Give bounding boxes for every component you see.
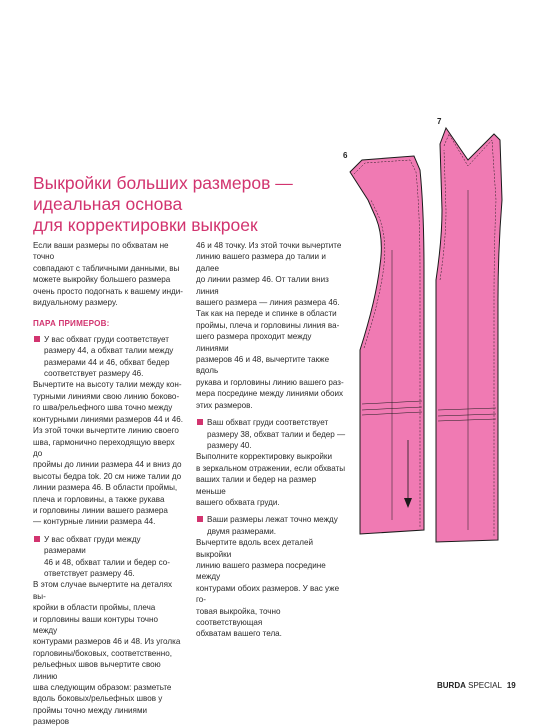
text-line: товая выкройка, точно соответствующая (196, 606, 281, 627)
article-headline (33, 173, 323, 236)
text-line: соответствует размеру 46. (44, 369, 144, 379)
text-line: Из этой точки вычертите линию своего (33, 426, 179, 436)
text-line: линию вашего размера до талии и далее (196, 252, 326, 273)
page-number: 19 (506, 681, 516, 690)
bullet-item (33, 534, 183, 580)
text-line: очень просто подогнать к вашему инди- (33, 286, 183, 296)
text-line: горловины/боковых, соответственно, (33, 648, 172, 658)
pattern-piece-6 (350, 156, 424, 534)
text-line: размеру 38, обхват талии и бедер — (207, 429, 346, 439)
text-line: размерами 44 и 46, обхват бедер (44, 357, 170, 367)
text-line: рукава и горловины линию вашего раз- (196, 377, 344, 387)
text-line: двумя размерами. (207, 526, 277, 536)
bullet-square-icon (197, 419, 203, 425)
text-line: можете выкройку большего размера (33, 275, 171, 285)
bullet-square-icon (34, 336, 40, 342)
text-line: вашего обхвата груди. (196, 497, 280, 507)
text-line: Вычертите вдоль всех деталей выкройки (196, 538, 313, 559)
text-line: размеров 46 и 48, вычертите также вдоль (196, 355, 330, 376)
body-paragraph (33, 579, 183, 727)
text-line: В этом случае вычертите на деталях вы- (33, 580, 173, 601)
text-line: ответствует размеру 46. (44, 568, 135, 578)
pattern-piece-7 (436, 128, 502, 542)
bullet-item (33, 334, 183, 380)
text-line: в зеркальном отражении, если обхваты (196, 463, 346, 473)
text-line: совпадают с табличными данными, вы (33, 263, 180, 273)
text-line: го шва/рельефного шва точно между (33, 403, 173, 413)
figure-label-7: 7 (437, 117, 442, 126)
text-line: Ваш обхват груди соответствует (207, 418, 329, 428)
text-line: кройки в области проймы, плеча (33, 603, 156, 613)
text-line: линии размера 46. В области проймы, (33, 483, 178, 493)
text-line: вашего размера — линия размера 46. (196, 298, 340, 308)
text-line: У вас обхват груди между размерами (44, 534, 141, 556)
text-line: 46 и 48, обхват талии и бедер со- (44, 557, 171, 567)
intro-paragraph (33, 240, 183, 308)
headline-line-2: идеальная основа (33, 194, 183, 214)
bullet-square-icon (197, 516, 203, 522)
text-line: контурами обоих размеров. У вас уже го- (196, 583, 340, 605)
text-line: размеру 40. (207, 440, 252, 450)
text-line: Ваши размеры лежат точно между (207, 515, 338, 525)
text-line: контурными линиями размеров 44 и 46. (33, 414, 183, 424)
magazine-edition: SPECIAL (468, 681, 502, 690)
headline-line-1: Выкройки больших размеров — (33, 173, 293, 193)
text-line: видуальному размеру. (33, 298, 118, 308)
text-line: шва следующим образом: разметьте (33, 683, 172, 693)
text-line: рельефных швов вычертите свою линию (33, 660, 161, 681)
text-line: размеру 44, а обхват талии между (44, 346, 174, 356)
text-line: линию вашего размера посредине между (196, 560, 326, 582)
text-line: высоты бедра tok. 20 см ниже талии до (33, 471, 182, 481)
text-line: Так как на переде и спинке в области (196, 309, 337, 319)
text-line: плеча и горловины, а также рукава (33, 494, 165, 504)
section-subheading: ПАРА ПРИМЕРОВ: (33, 319, 110, 329)
text-line: проймы точно между линиями размеров (33, 705, 148, 727)
text-line: Вычертите на высоту талии между кон- (33, 380, 182, 390)
text-line: и горловины ваши контуры точно между (33, 614, 158, 635)
text-line: 46 и 48 точку. Из этой точки вычертите (196, 241, 342, 250)
text-column-1 (33, 240, 183, 728)
text-line: контурами размеров 46 и 48. Из уголка (33, 637, 181, 647)
text-line: турными линиями свою линию боково- (33, 391, 180, 401)
text-line: У вас обхват груди соответствует (44, 334, 169, 344)
text-line: шего размера проходит между линиями (196, 332, 312, 353)
text-line: Выполните корректировку выкройки (196, 452, 332, 462)
text-line: обхватам вашего тела. (196, 629, 282, 639)
text-line: — контурные линии размера 44. (33, 517, 156, 527)
text-line: проймы, плеча и горловины линия ва- (196, 320, 340, 330)
body-paragraph (33, 379, 183, 527)
text-line: до линии размер 46. От талии вниз линия (196, 275, 329, 296)
page-footer (437, 681, 516, 690)
bullet-square-icon (34, 536, 40, 542)
text-line: этих размеров. (196, 400, 253, 410)
text-line: и горловины линии вашего размера (33, 505, 168, 515)
text-line: вдоль боковых/рельефных швов у (33, 694, 163, 704)
headline-line-3: для корректировки выкроек (33, 215, 258, 235)
text-line: шва, гармонично переходящую вверх до (33, 437, 175, 458)
figure-label-6: 6 (343, 151, 348, 160)
text-line: Если ваши размеры по обхватам не точно (33, 241, 169, 262)
magazine-brand: BURDA (437, 681, 466, 690)
text-line: проймы до линии размера 44 и вниз до (33, 460, 182, 470)
text-line: ваших талии и бедер на размер меньше (196, 475, 317, 496)
text-line: мера посредине между линиями обоих (196, 389, 344, 399)
pattern-pieces-illustration (318, 100, 538, 560)
